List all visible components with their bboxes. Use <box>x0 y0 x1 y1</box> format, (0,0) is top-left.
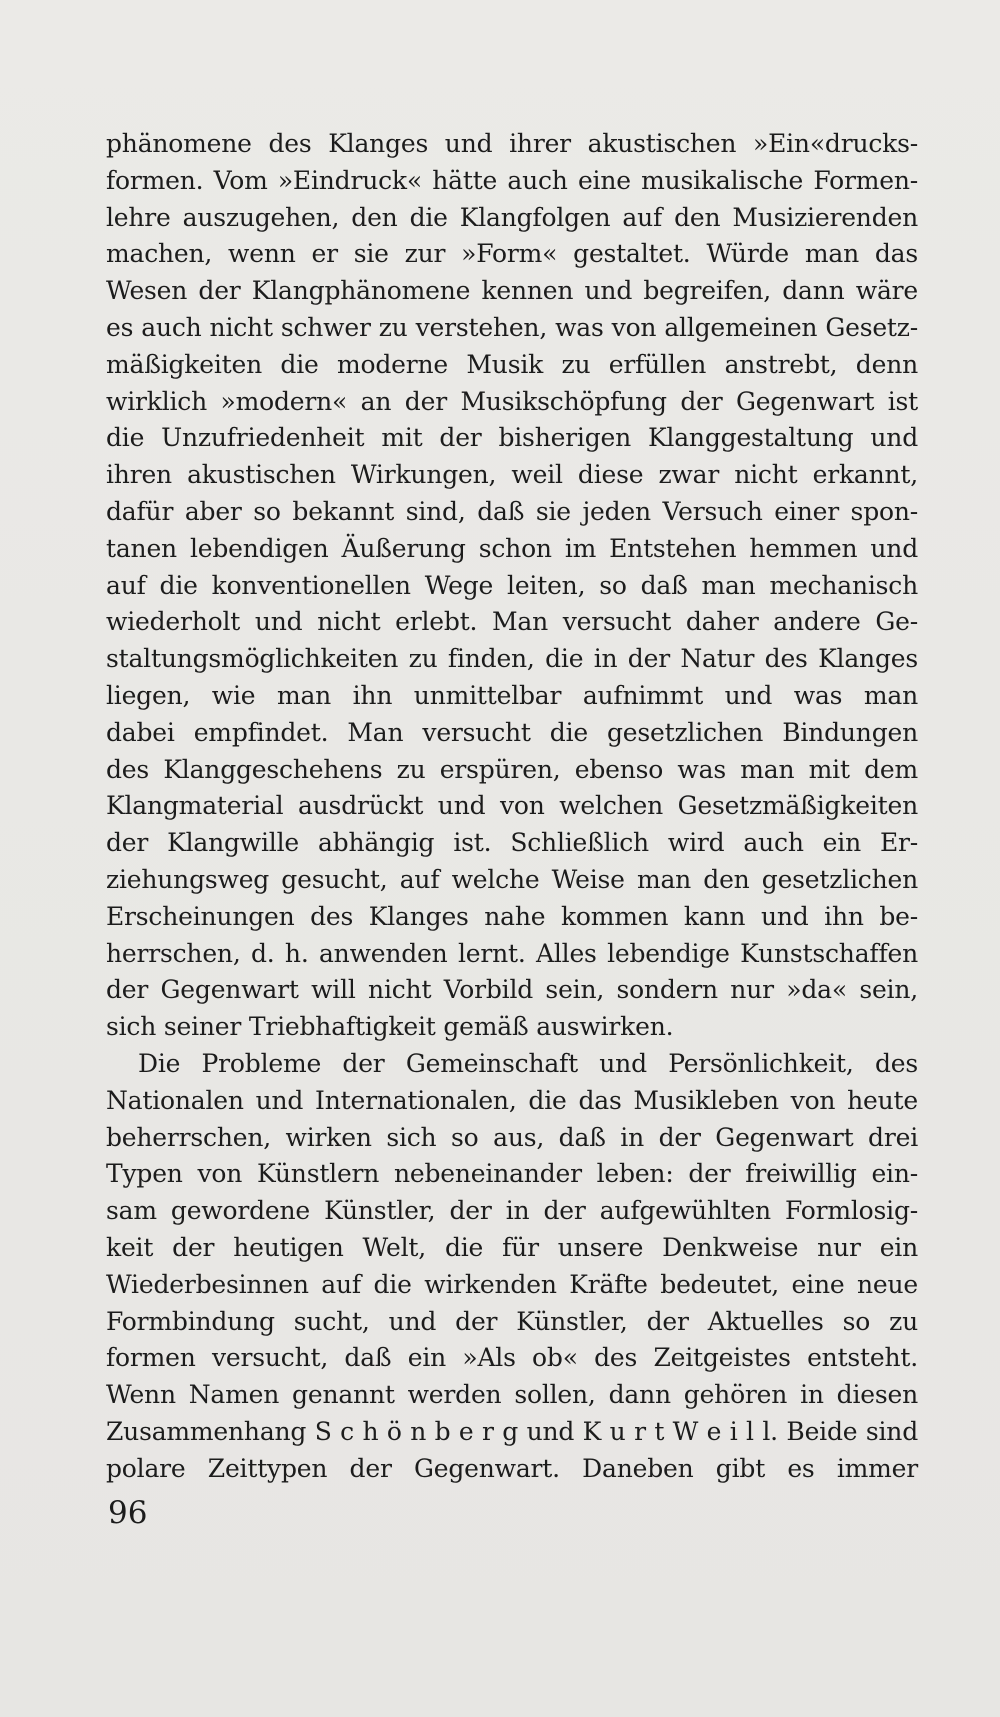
text-line: Klangmaterial ausdrückt und von welchen Gesetzmäßigkeiten <box>106 791 918 821</box>
text-line: formen. Vom »Eindruck« hätte auch eine musikalische Formen- <box>106 165 918 195</box>
text-line: keit der heutigen Welt, die für unsere Denkweise nur ein <box>106 1232 918 1262</box>
text-line: machen, wenn er sie zur »Form« gestaltet. Würde man das <box>106 239 918 269</box>
text-line: Nationalen und Internationalen, die das Musikleben von heute <box>106 1085 918 1115</box>
page-number: 96 <box>108 1495 148 1531</box>
text-line: liegen, wie man ihn unmittelbar aufnimmt und was man <box>106 680 918 710</box>
text-line: tanen lebendigen Äußerung schon im Entstehen hemmen und <box>106 533 918 563</box>
text-line: Zusammenhang S c h ö n b e r g und K u r t W e i l l. Beide sind <box>106 1416 918 1446</box>
text-line: lehre auszugehen, den die Klangfolgen auf den Musizierenden <box>106 202 918 232</box>
text-line: wiederholt und nicht erlebt. Man versucht daher andere Ge- <box>106 607 918 637</box>
text-line: formen versucht, daß ein »Als ob« des Zeitgeistes entsteht. <box>106 1343 918 1373</box>
text-line: ziehungsweg gesucht, auf welche Weise man den gesetzlichen <box>106 864 918 894</box>
text-line: sam gewordene Künstler, der in der aufgewühlten Formlosig- <box>106 1196 918 1226</box>
text-line: polare Zeittypen der Gegenwart. Daneben gibt es immer <box>106 1453 918 1483</box>
text-line: der Klangwille abhängig ist. Schließlich wird auch ein Er- <box>106 828 918 858</box>
text-line: phänomene des Klanges und ihrer akustischen »Ein«drucks- <box>106 129 918 158</box>
text-line: Erscheinungen des Klanges nahe kommen kann und ihn be- <box>106 901 918 931</box>
text-line: auf die konventionellen Wege leiten, so daß man mechanisch <box>106 570 918 600</box>
text-line: wirklich »modern« an der Musikschöpfung der Gegenwart ist <box>106 386 918 416</box>
text-line: herrschen, d. h. anwenden lernt. Alles lebendige Kunstschaffen <box>106 938 918 968</box>
text-line: dabei empfindet. Man versucht die gesetzlichen Bindungen <box>106 717 918 747</box>
text-line: Wesen der Klangphänomene kennen und begreifen, dann wäre <box>106 276 918 306</box>
text-line: dafür aber so bekannt sind, daß sie jeden Versuch einer spon- <box>106 496 918 526</box>
text-line: der Gegenwart will nicht Vorbild sein, sondern nur »da« sein, <box>106 975 918 1005</box>
body-text <box>106 126 918 1487</box>
paragraph-start-line: Die Probleme der Gemeinschaft und Persönlichkeit, des <box>138 1048 918 1078</box>
text-line: Wiederbesinnen auf die wirkenden Kräfte bedeutet, eine neue <box>106 1269 918 1299</box>
text-line: Wenn Namen genannt werden sollen, dann gehören in diesen <box>106 1380 918 1410</box>
text-line: die Unzufriedenheit mit der bisherigen Klanggestaltung und <box>106 423 918 453</box>
text-line: ihren akustischen Wirkungen, weil diese zwar nicht erkannt, <box>106 460 918 490</box>
text-line: des Klanggeschehens zu erspüren, ebenso was man mit dem <box>106 754 918 784</box>
text-line: mäßigkeiten die moderne Musik zu erfüllen anstrebt, denn <box>106 349 918 379</box>
text-line: sich seiner Triebhaftigkeit gemäß auswirken. <box>106 1012 674 1042</box>
text-line: Formbindung sucht, und der Künstler, der Aktuelles so zu <box>106 1306 918 1336</box>
text-line: Typen von Künstlern nebeneinander leben: der freiwillig ein- <box>106 1159 918 1189</box>
text-line: beherrschen, wirken sich so aus, daß in der Gegenwart drei <box>106 1122 918 1152</box>
text-line: staltungsmöglichkeiten zu finden, die in der Natur des Klanges <box>106 644 918 674</box>
text-line: es auch nicht schwer zu verstehen, was von allgemeinen Gesetz- <box>106 312 918 342</box>
